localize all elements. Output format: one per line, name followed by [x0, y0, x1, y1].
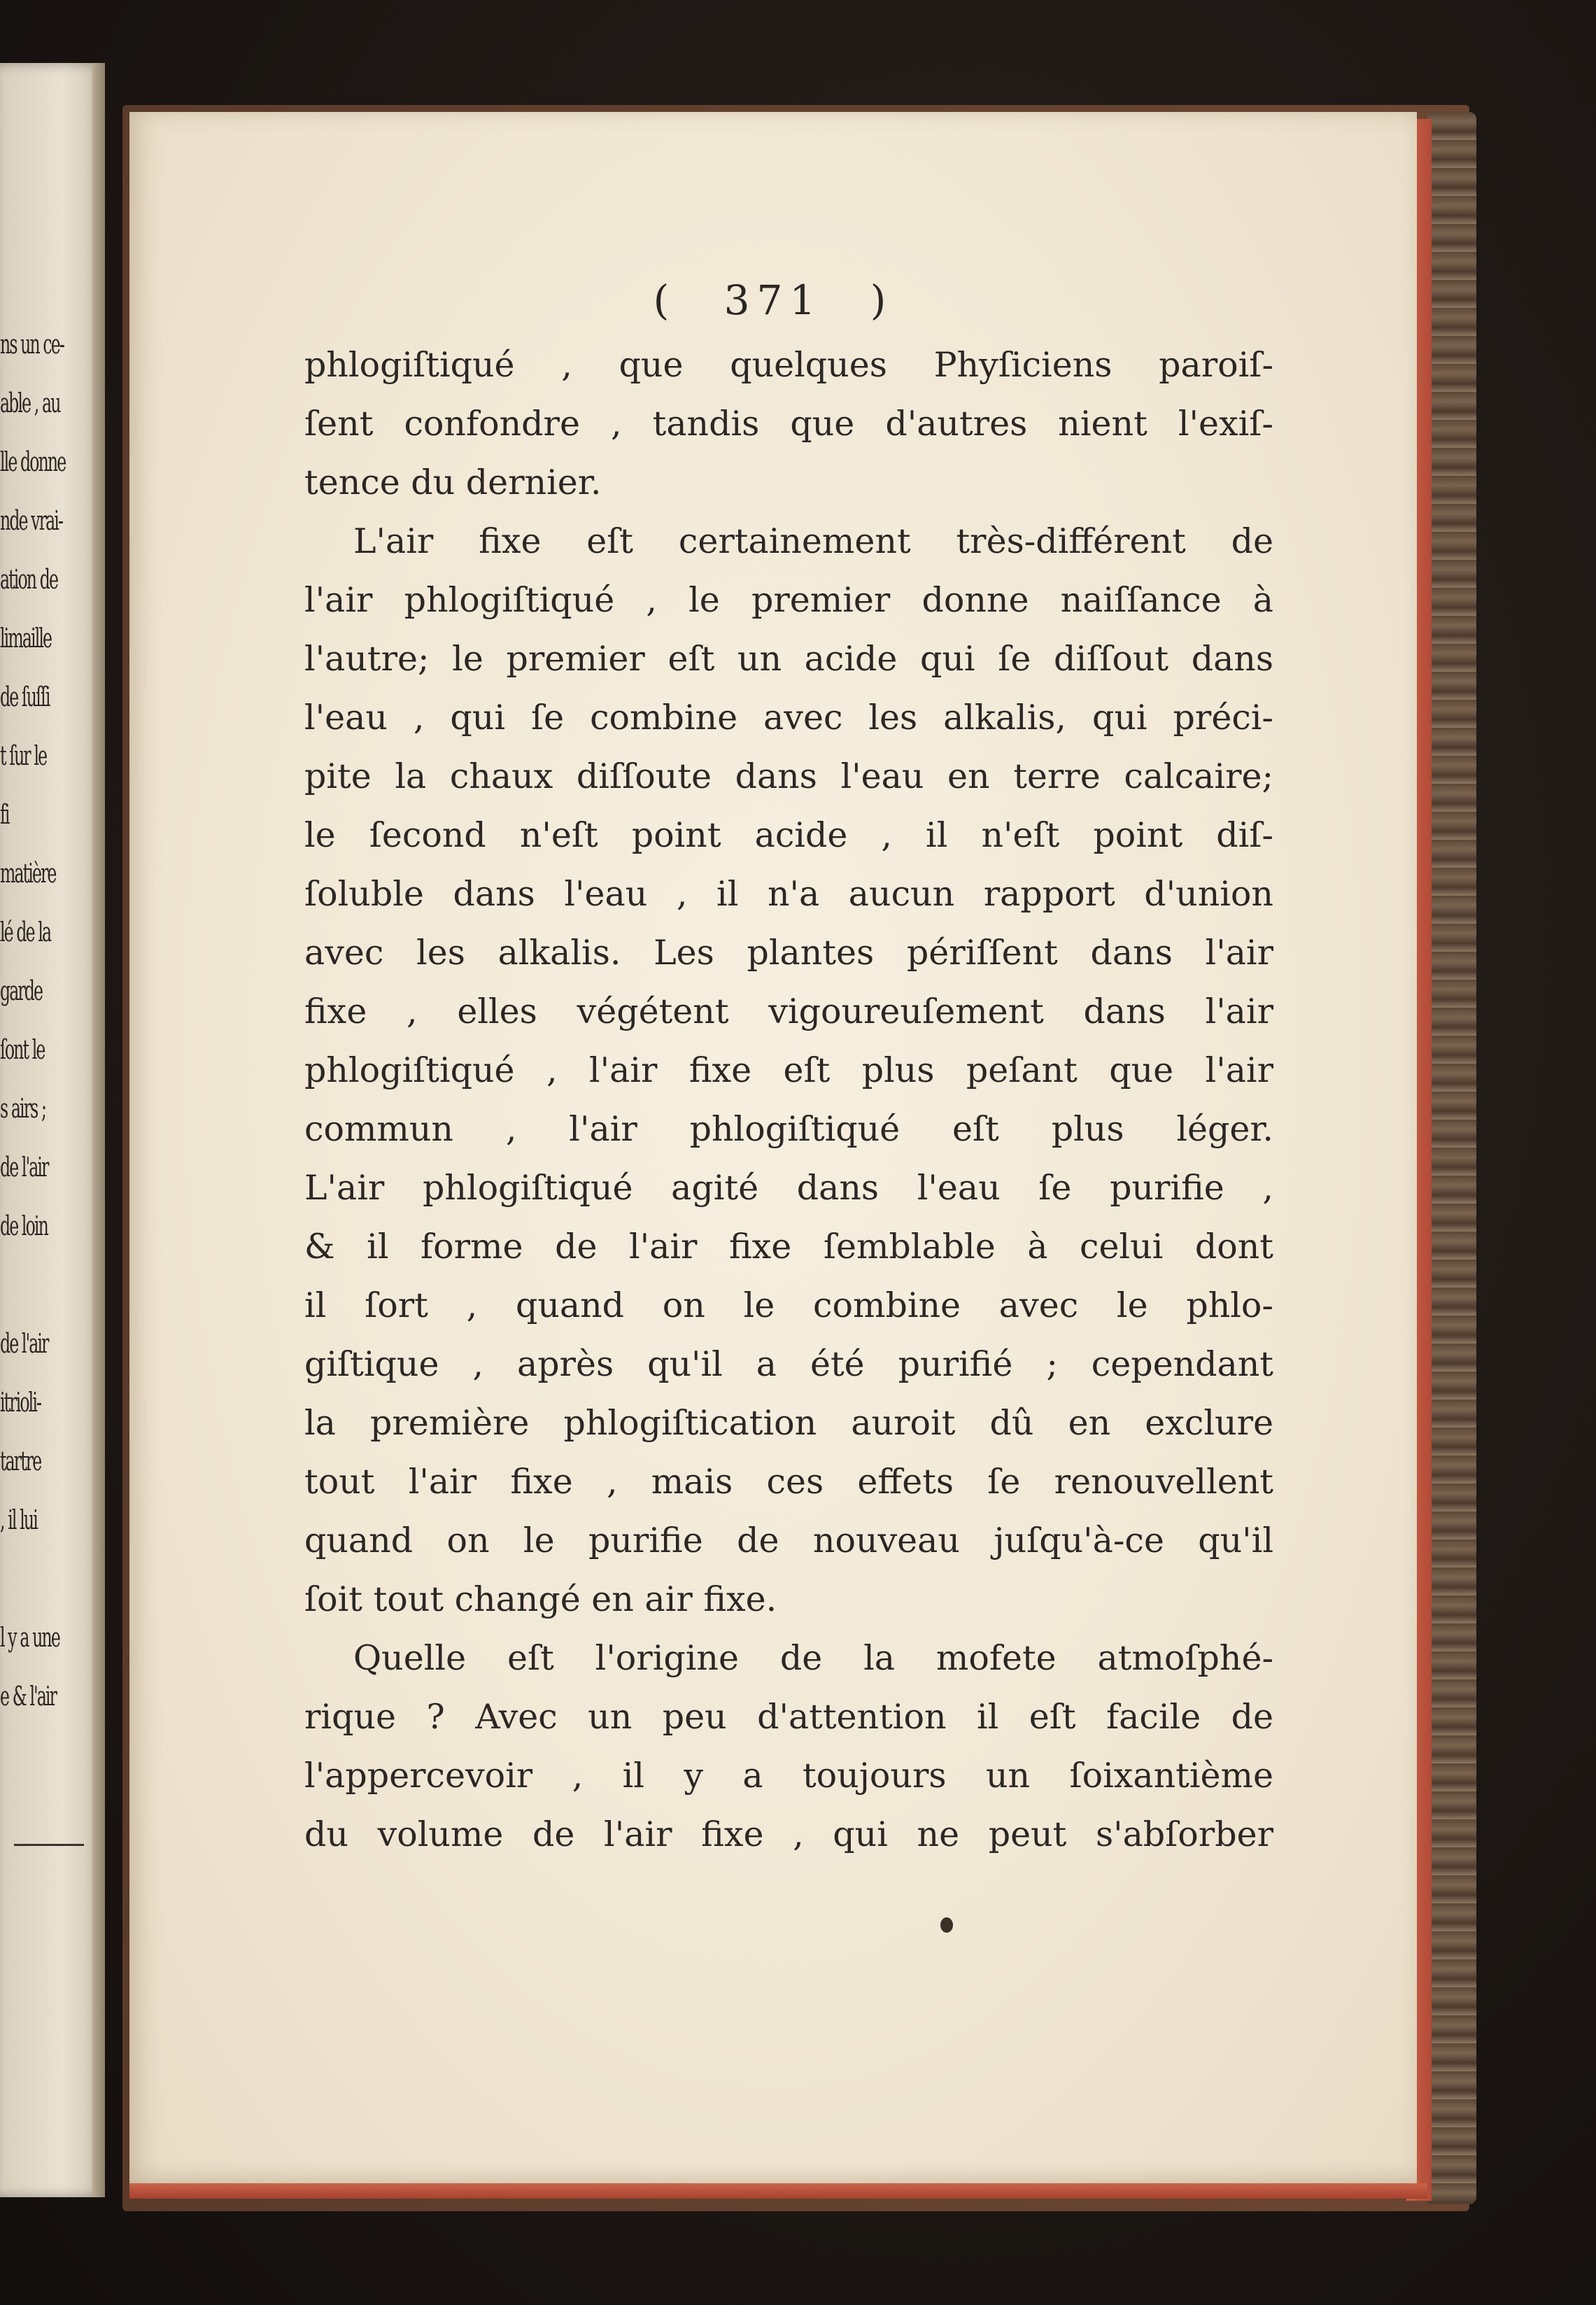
left-fragment: tartre	[0, 1446, 41, 1476]
left-fragment: de l'air	[0, 1152, 48, 1183]
left-page-gutter-edge	[92, 63, 105, 2197]
left-page-text-fragments	[0, 315, 66, 1726]
text-line: il ſort , quand on le combine avec le phlo-	[304, 1285, 1273, 1325]
left-fragment: t ſur le	[0, 740, 47, 771]
book-page	[129, 112, 1417, 2183]
left-fragment: l y a une	[0, 1622, 59, 1653]
left-fragment: de l'air	[0, 1328, 48, 1359]
left-fragment: de ſuſſi	[0, 682, 50, 712]
left-fragment: ns un ce-	[0, 329, 64, 360]
page-red-bottom-edge	[129, 2183, 1427, 2199]
left-fragment: lle donne	[0, 446, 66, 477]
left-fragment: able , au	[0, 388, 60, 418]
left-fragment: fi	[0, 799, 9, 830]
text-line: commun , l'air phlogiſtiqué eſt plus léger.	[304, 1109, 1273, 1149]
text-line: & il forme de l'air fixe ſemblable à celui dont	[304, 1227, 1273, 1267]
text-line: giſtique , après qu'il a été purifié ; cependant	[304, 1344, 1273, 1384]
text-line: tence du dernier.	[304, 463, 602, 502]
left-fragment: ſont le	[0, 1034, 45, 1065]
left-fragment: ation de	[0, 564, 58, 595]
text-line: tout l'air fixe , mais ces effets ſe renouvellent	[304, 1462, 1273, 1502]
text-line: l'autre; le premier eſt un acide qui ſe diſſout dans	[304, 639, 1273, 679]
left-fragment: nde vrai-	[0, 505, 63, 536]
text-line: avec les alkalis. Les plantes périſſent dans l'air	[304, 933, 1273, 973]
left-fragment: lé de la	[0, 917, 51, 947]
text-line: rique ? Avec un peu d'attention il eſt facile de	[304, 1697, 1273, 1737]
text-line: ſent confondre , tandis que d'autres nient l'exiſ-	[304, 404, 1273, 444]
text-line: fixe , elles végétent vigoureuſement dans l'air	[304, 992, 1273, 1031]
left-fragment: s airs ;	[0, 1093, 46, 1124]
ink-spot	[940, 1917, 953, 1933]
left-page-rule	[14, 1844, 84, 1846]
left-fragment: e & l'air	[0, 1681, 57, 1712]
text-line: L'air phlogiſtiqué agité dans l'eau ſe purifie ,	[304, 1168, 1273, 1208]
text-line: ſoit tout changé en air fixe.	[304, 1579, 777, 1619]
left-fragment	[0, 1549, 61, 1608]
text-line: phlogiſtiqué , l'air fixe eſt plus peſant que l'air	[304, 1050, 1273, 1090]
text-line: l'eau , qui ſe combine avec les alkalis, qui préci-	[304, 698, 1273, 738]
left-fragment: garde	[0, 975, 43, 1006]
book-spine-edge	[1427, 112, 1476, 2204]
page-number-heading: ( 371 )	[653, 276, 894, 324]
left-fragment: de loin	[0, 1211, 48, 1241]
text-line: Quelle eſt l'origine de la mofete atmoſphé-	[353, 1638, 1273, 1678]
page-body-text	[304, 336, 1273, 1864]
text-line: l'air phlogiſtiqué , le premier donne naiſſance à	[304, 580, 1273, 620]
left-fragment: , il lui	[0, 1504, 37, 1535]
text-line: L'air fixe eſt certainement très-différent de	[353, 521, 1273, 561]
left-facing-page	[0, 63, 105, 2197]
text-line: pite la chaux diſſoute dans l'eau en terre calcaire;	[304, 756, 1273, 796]
text-line: du volume de l'air fixe , qui ne peut s'abſorber	[304, 1814, 1273, 1854]
text-line: phlogiſtiqué , que quelques Phyſiciens paroiſ-	[304, 345, 1273, 385]
left-fragment: matière	[0, 858, 56, 889]
text-line: le ſecond n'eſt point acide , il n'eſt point diſ-	[304, 815, 1273, 855]
text-line: ſoluble dans l'eau , il n'a aucun rapport d'union	[304, 874, 1273, 914]
text-line: l'appercevoir , il y a toujours un ſoixantième	[304, 1756, 1273, 1796]
left-fragment: limaille	[0, 623, 52, 654]
text-line: la première phlogiſtication auroit dû en exclure	[304, 1403, 1273, 1443]
left-fragment: itrioli-	[0, 1387, 41, 1418]
text-line: quand on le purifie de nouveau juſqu'à-ce qu'il	[304, 1521, 1273, 1560]
left-fragment	[0, 1255, 61, 1314]
